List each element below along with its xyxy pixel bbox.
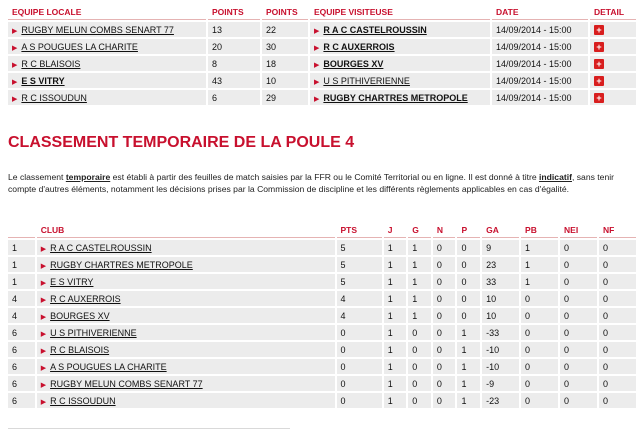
detail-plus-button[interactable]: + bbox=[594, 59, 604, 69]
stat-pb: 0 bbox=[521, 308, 558, 323]
detail-cell bbox=[590, 39, 636, 54]
club-link[interactable]: R C BLAISOIS bbox=[50, 344, 110, 355]
away-points: 30 bbox=[262, 39, 308, 54]
away-team-link[interactable]: R A C CASTELROUSSIN bbox=[323, 24, 427, 35]
intro-text-1: Le classement bbox=[8, 172, 66, 182]
stat-p: 1 bbox=[457, 342, 480, 357]
stat-p: 0 bbox=[457, 308, 480, 323]
stat-ga: -10 bbox=[482, 342, 519, 357]
detail-cell bbox=[590, 90, 636, 105]
stat-ga: -9 bbox=[482, 376, 519, 391]
col-nf: NF bbox=[599, 222, 636, 238]
standings-header-row bbox=[8, 222, 636, 238]
stat-g: 1 bbox=[408, 240, 431, 255]
arrow-right-icon: ▶ bbox=[314, 44, 320, 52]
away-points: 10 bbox=[262, 73, 308, 88]
match-row bbox=[8, 39, 636, 54]
stat-pb: 0 bbox=[521, 291, 558, 306]
club-cell bbox=[37, 308, 335, 323]
stat-nei: 0 bbox=[560, 291, 597, 306]
standings-row bbox=[8, 359, 636, 374]
club-link[interactable]: R A C CASTELROUSSIN bbox=[50, 242, 152, 253]
intro-text-2: est établi à partir des feuilles de match saisies par la FFR ou le Comité Territorial ou en ligne. Il est donné à titre bbox=[110, 172, 540, 182]
arrow-right-icon: ▶ bbox=[40, 330, 47, 338]
standings-table bbox=[6, 220, 638, 410]
arrow-right-icon: ▶ bbox=[12, 61, 18, 69]
stat-pts: 0 bbox=[337, 359, 382, 374]
stat-pb: 0 bbox=[521, 376, 558, 391]
col-pts: PTS bbox=[337, 222, 382, 238]
col-rank bbox=[8, 222, 35, 238]
stat-pb: 0 bbox=[521, 393, 558, 408]
stat-nei: 0 bbox=[560, 393, 597, 408]
col-nei: NEI bbox=[560, 222, 597, 238]
intro-keyword-temporaire: temporaire bbox=[65, 172, 111, 182]
stat-nei: 0 bbox=[560, 274, 597, 289]
home-points: 13 bbox=[208, 22, 260, 37]
stat-n: 0 bbox=[433, 291, 456, 306]
stat-p: 0 bbox=[457, 274, 480, 289]
rank-cell: 4 bbox=[8, 291, 35, 306]
arrow-right-icon: ▶ bbox=[314, 27, 320, 35]
stat-nei: 0 bbox=[560, 359, 597, 374]
match-row bbox=[8, 56, 636, 71]
rank-cell: 6 bbox=[8, 325, 35, 340]
rank-cell: 1 bbox=[8, 274, 35, 289]
stat-n: 0 bbox=[433, 325, 456, 340]
arrow-right-icon: ▶ bbox=[12, 95, 18, 103]
away-team-link[interactable]: U S PITHIVERIENNE bbox=[323, 75, 410, 86]
arrow-right-icon: ▶ bbox=[314, 95, 320, 103]
home-team-link[interactable]: R C ISSOUDUN bbox=[21, 92, 87, 103]
col-away-team: EQUIPE VISITEUSE bbox=[310, 4, 490, 20]
stat-g: 1 bbox=[408, 274, 431, 289]
away-team-cell bbox=[310, 22, 490, 37]
arrow-right-icon: ▶ bbox=[40, 262, 47, 270]
rank-cell: 6 bbox=[8, 393, 35, 408]
stat-g: 0 bbox=[408, 376, 431, 391]
home-team-link[interactable]: A S POUGUES LA CHARITE bbox=[21, 41, 138, 52]
detail-cell bbox=[590, 73, 636, 88]
away-team-cell bbox=[310, 90, 490, 105]
detail-plus-button[interactable]: + bbox=[594, 76, 604, 86]
arrow-right-icon: ▶ bbox=[40, 296, 47, 304]
stat-nf: 0 bbox=[599, 240, 636, 255]
stat-j: 1 bbox=[384, 359, 407, 374]
club-link[interactable]: R C ISSOUDUN bbox=[50, 395, 116, 406]
standings-row bbox=[8, 240, 636, 255]
match-date: 14/09/2014 - 15:00 bbox=[492, 56, 588, 71]
away-points: 22 bbox=[262, 22, 308, 37]
match-row bbox=[8, 22, 636, 37]
standings-row bbox=[8, 376, 636, 391]
match-date: 14/09/2014 - 15:00 bbox=[492, 90, 588, 105]
stat-ga: 23 bbox=[482, 257, 519, 272]
divider bbox=[8, 428, 290, 429]
stat-nf: 0 bbox=[599, 376, 636, 391]
intro-keyword-indicatif: indicatif bbox=[539, 172, 572, 182]
home-points: 6 bbox=[208, 90, 260, 105]
arrow-right-icon: ▶ bbox=[40, 347, 47, 355]
stat-pb: 1 bbox=[521, 257, 558, 272]
arrow-right-icon: ▶ bbox=[40, 245, 47, 253]
intro-paragraph bbox=[8, 171, 634, 195]
home-team-cell bbox=[8, 22, 206, 37]
home-points: 20 bbox=[208, 39, 260, 54]
arrow-right-icon: ▶ bbox=[40, 398, 47, 406]
stat-ga: -10 bbox=[482, 359, 519, 374]
stat-j: 1 bbox=[384, 291, 407, 306]
stat-n: 0 bbox=[433, 376, 456, 391]
home-points: 8 bbox=[208, 56, 260, 71]
rank-cell: 6 bbox=[8, 376, 35, 391]
stat-p: 0 bbox=[457, 291, 480, 306]
club-cell bbox=[37, 325, 335, 340]
club-link[interactable]: R C AUXERROIS bbox=[50, 293, 121, 304]
intro-text-3: , sans tenir compte d'autres éléments, notamment les décisions prises par la Commission de discipline et les différents règlements applicables en cas d'égalité. bbox=[8, 172, 615, 194]
standings-row bbox=[8, 308, 636, 323]
stat-pb: 0 bbox=[521, 359, 558, 374]
stat-nei: 0 bbox=[560, 376, 597, 391]
detail-cell bbox=[590, 56, 636, 71]
home-team-cell bbox=[8, 39, 206, 54]
stat-nf: 0 bbox=[599, 325, 636, 340]
stat-nei: 0 bbox=[560, 308, 597, 323]
col-detail: DETAIL bbox=[590, 4, 636, 20]
club-cell bbox=[37, 342, 335, 357]
stat-ga: 9 bbox=[482, 240, 519, 255]
stat-p: 1 bbox=[457, 359, 480, 374]
match-date: 14/09/2014 - 15:00 bbox=[492, 39, 588, 54]
stat-ga: 10 bbox=[482, 291, 519, 306]
col-g: G bbox=[408, 222, 431, 238]
detail-cell bbox=[590, 22, 636, 37]
stat-nf: 0 bbox=[599, 342, 636, 357]
stat-g: 0 bbox=[408, 325, 431, 340]
arrow-right-icon: ▶ bbox=[12, 44, 18, 52]
stat-ga: -23 bbox=[482, 393, 519, 408]
stat-n: 0 bbox=[433, 274, 456, 289]
stat-pb: 0 bbox=[521, 342, 558, 357]
match-row bbox=[8, 73, 636, 88]
rank-cell: 4 bbox=[8, 308, 35, 323]
rank-cell: 1 bbox=[8, 257, 35, 272]
stat-g: 0 bbox=[408, 359, 431, 374]
stat-ga: -33 bbox=[482, 325, 519, 340]
stat-j: 1 bbox=[384, 342, 407, 357]
col-home-points: POINTS bbox=[208, 4, 260, 20]
stat-ga: 10 bbox=[482, 308, 519, 323]
stat-pts: 4 bbox=[337, 308, 382, 323]
stat-pts: 0 bbox=[337, 376, 382, 391]
away-team-link[interactable]: RUGBY CHARTRES METROPOLE bbox=[323, 92, 468, 103]
stat-n: 0 bbox=[433, 308, 456, 323]
stat-g: 1 bbox=[408, 257, 431, 272]
col-n: N bbox=[433, 222, 456, 238]
stat-pb: 0 bbox=[521, 325, 558, 340]
stat-g: 0 bbox=[408, 393, 431, 408]
stat-nf: 0 bbox=[599, 274, 636, 289]
arrow-right-icon: ▶ bbox=[40, 364, 47, 372]
standings-row bbox=[8, 257, 636, 272]
home-team-cell bbox=[8, 73, 206, 88]
club-cell bbox=[37, 240, 335, 255]
stat-pts: 5 bbox=[337, 240, 382, 255]
stat-nf: 0 bbox=[599, 393, 636, 408]
club-link[interactable]: RUGBY MELUN COMBS SENART 77 bbox=[50, 378, 203, 389]
col-p: P bbox=[457, 222, 480, 238]
away-team-link[interactable]: R C AUXERROIS bbox=[323, 41, 395, 52]
stat-j: 1 bbox=[384, 274, 407, 289]
match-row bbox=[8, 90, 636, 105]
stat-j: 1 bbox=[384, 240, 407, 255]
club-link[interactable]: E S VITRY bbox=[50, 276, 94, 287]
col-date: DATE bbox=[492, 4, 588, 20]
match-header-row bbox=[8, 4, 636, 20]
stat-nf: 0 bbox=[599, 359, 636, 374]
col-j: J bbox=[384, 222, 407, 238]
rank-cell: 6 bbox=[8, 342, 35, 357]
stat-j: 1 bbox=[384, 376, 407, 391]
club-cell bbox=[37, 274, 335, 289]
stat-n: 0 bbox=[433, 257, 456, 272]
stat-p: 1 bbox=[457, 325, 480, 340]
stat-j: 1 bbox=[384, 393, 407, 408]
col-ga: GA bbox=[482, 222, 519, 238]
arrow-right-icon: ▶ bbox=[12, 78, 18, 86]
home-team-cell bbox=[8, 90, 206, 105]
arrow-right-icon: ▶ bbox=[12, 27, 18, 35]
club-link[interactable]: BOURGES XV bbox=[50, 310, 110, 321]
stat-p: 1 bbox=[457, 393, 480, 408]
col-club: CLUB bbox=[37, 222, 335, 238]
stat-nf: 0 bbox=[599, 308, 636, 323]
col-pb: PB bbox=[521, 222, 558, 238]
stat-pts: 0 bbox=[337, 342, 382, 357]
stat-nf: 0 bbox=[599, 291, 636, 306]
detail-plus-button[interactable]: + bbox=[594, 93, 604, 103]
standings-row bbox=[8, 291, 636, 306]
stat-p: 1 bbox=[457, 376, 480, 391]
stat-n: 0 bbox=[433, 359, 456, 374]
standings-row bbox=[8, 342, 636, 357]
away-points: 29 bbox=[262, 90, 308, 105]
stat-nei: 0 bbox=[560, 257, 597, 272]
col-away-points: POINTS bbox=[262, 4, 308, 20]
club-cell bbox=[37, 376, 335, 391]
arrow-right-icon: ▶ bbox=[40, 279, 47, 287]
home-team-link[interactable]: E S VITRY bbox=[21, 75, 65, 86]
club-cell bbox=[37, 359, 335, 374]
away-team-cell bbox=[310, 39, 490, 54]
stat-nei: 0 bbox=[560, 240, 597, 255]
stat-g: 1 bbox=[408, 308, 431, 323]
arrow-right-icon: ▶ bbox=[314, 61, 320, 69]
stat-pts: 0 bbox=[337, 393, 382, 408]
arrow-right-icon: ▶ bbox=[40, 381, 47, 389]
away-team-cell bbox=[310, 56, 490, 71]
stat-g: 0 bbox=[408, 342, 431, 357]
match-date: 14/09/2014 - 15:00 bbox=[492, 73, 588, 88]
detail-plus-button[interactable]: + bbox=[594, 42, 604, 52]
stat-nei: 0 bbox=[560, 342, 597, 357]
stat-j: 1 bbox=[384, 308, 407, 323]
home-team-cell bbox=[8, 56, 206, 71]
standings-body bbox=[8, 240, 636, 408]
col-home-team: EQUIPE LOCALE bbox=[8, 4, 206, 20]
stat-p: 0 bbox=[457, 257, 480, 272]
stat-pb: 1 bbox=[521, 274, 558, 289]
rank-cell: 1 bbox=[8, 240, 35, 255]
club-cell bbox=[37, 291, 335, 306]
standings-row bbox=[8, 393, 636, 408]
stat-ga: 33 bbox=[482, 274, 519, 289]
stat-pts: 4 bbox=[337, 291, 382, 306]
away-team-cell bbox=[310, 73, 490, 88]
stat-g: 1 bbox=[408, 291, 431, 306]
home-points: 43 bbox=[208, 73, 260, 88]
stat-pts: 5 bbox=[337, 274, 382, 289]
club-cell bbox=[37, 257, 335, 272]
stat-j: 1 bbox=[384, 257, 407, 272]
match-date: 14/09/2014 - 15:00 bbox=[492, 22, 588, 37]
away-team-link[interactable]: BOURGES XV bbox=[323, 58, 384, 69]
stat-pts: 5 bbox=[337, 257, 382, 272]
home-team-link[interactable]: RUGBY MELUN COMBS SENART 77 bbox=[21, 24, 174, 35]
rank-cell: 6 bbox=[8, 359, 35, 374]
club-link[interactable]: A S POUGUES LA CHARITE bbox=[50, 361, 167, 372]
stat-n: 0 bbox=[433, 240, 456, 255]
stat-n: 0 bbox=[433, 342, 456, 357]
standings-row bbox=[8, 274, 636, 289]
stat-nei: 0 bbox=[560, 325, 597, 340]
stat-n: 0 bbox=[433, 393, 456, 408]
stat-pb: 1 bbox=[521, 240, 558, 255]
stat-j: 1 bbox=[384, 325, 407, 340]
arrow-right-icon: ▶ bbox=[314, 78, 320, 86]
detail-plus-button[interactable]: + bbox=[594, 25, 604, 35]
stat-p: 0 bbox=[457, 240, 480, 255]
club-cell bbox=[37, 393, 335, 408]
section-title: CLASSEMENT TEMPORAIRE DE LA POULE 4 bbox=[8, 134, 355, 151]
club-link[interactable]: U S PITHIVERIENNE bbox=[50, 327, 137, 338]
home-team-link[interactable]: R C BLAISOIS bbox=[21, 58, 81, 69]
stat-nf: 0 bbox=[599, 257, 636, 272]
club-link[interactable]: RUGBY CHARTRES METROPOLE bbox=[50, 259, 193, 270]
match-results-table bbox=[6, 2, 638, 107]
arrow-right-icon: ▶ bbox=[40, 313, 47, 321]
stat-pts: 0 bbox=[337, 325, 382, 340]
standings-row bbox=[8, 325, 636, 340]
away-points: 18 bbox=[262, 56, 308, 71]
